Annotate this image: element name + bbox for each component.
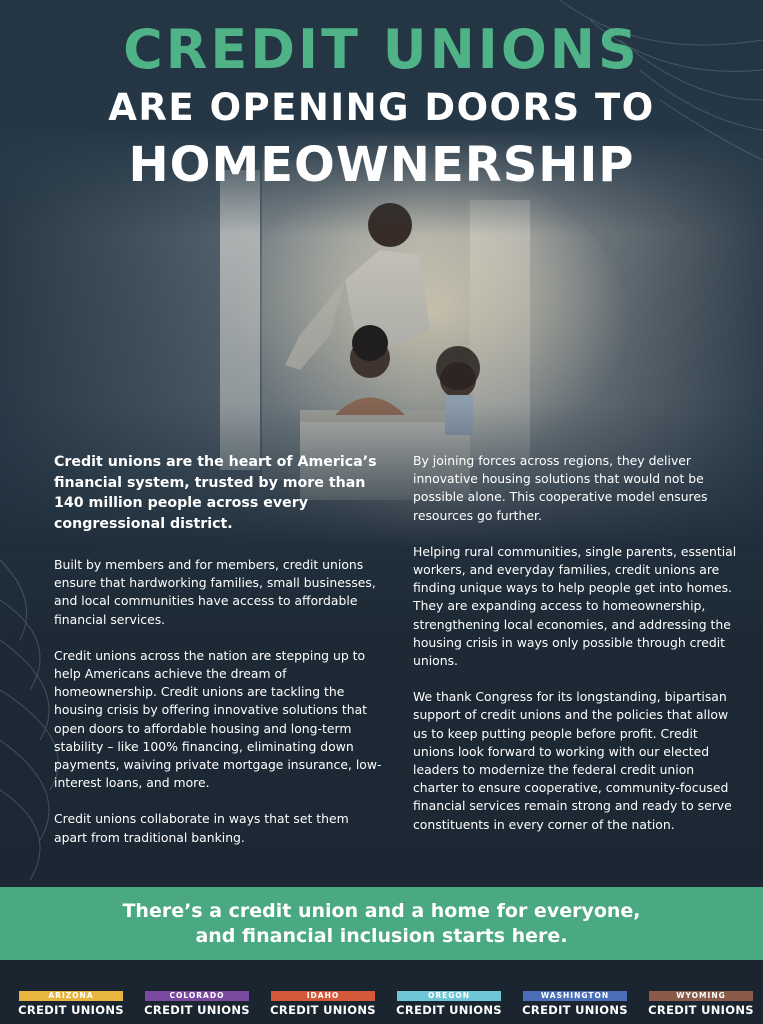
- logo-idaho: [267, 991, 379, 1018]
- body-paragraph: We thank Congress for its longstanding, bipartisan support of credit unions and the policies that allow us to keep putting people before profit. Credit unions look forward to working with our elected leaders to modernize the federal credit union charter to ensure cooperative, community-focused financial services remain strong and ready to serve constituents in every corner of the nation.: [413, 689, 732, 832]
- headline-line-3: HOMEOWNERSHIP: [128, 137, 635, 193]
- logo-label: CREDIT UNIONS: [648, 1003, 754, 1017]
- tagline-line-2: and financial inclusion starts here.: [195, 925, 568, 947]
- body-paragraph: Built by members and for members, credit unions ensure that hardworking families, small businesses, and local communities have access to affordable financial services.: [54, 557, 376, 627]
- logo-arizona: [15, 991, 127, 1018]
- logo-state-bar: COLORADO: [145, 991, 249, 1001]
- logo-state-bar: OREGON: [397, 991, 501, 1001]
- logo-state-bar: ARIZONA: [19, 991, 123, 1001]
- logo-oregon: [393, 991, 505, 1018]
- logo-label: CREDIT UNIONS: [270, 1003, 376, 1017]
- body-paragraph: By joining forces across regions, they deliver innovative housing solutions that would not be possible alone. This cooperative model ensures resources go further.: [413, 453, 708, 523]
- right-column: [413, 452, 738, 852]
- logo-wyoming: [645, 991, 757, 1018]
- body-paragraph: Credit unions across the nation are stepping up to help Americans achieve the dream of homeownership. Credit unions are tackling the housing crisis by offering innovative solutions that open doors to affordable housing and long-term stability – like 100% financing, eliminating down payments, waiving private mortgage insurance, low-interest loans, and more.: [54, 647, 382, 791]
- state-logos-row: [0, 960, 763, 1024]
- logo-colorado: [141, 991, 253, 1018]
- body-paragraph: Helping rural communities, single parents, essential workers, and everyday families, credit unions are finding unique ways to help people get into homes. They are expanding access to homeownership, strengthening local economies, and addressing the housing crisis in ways only possible through credit unions.: [413, 543, 737, 669]
- headline: [0, 18, 763, 196]
- logo-label: CREDIT UNIONS: [144, 1003, 250, 1017]
- body-paragraph: Credit unions collaborate in ways that set them apart from traditional banking.: [54, 811, 349, 845]
- logo-label: CREDIT UNIONS: [18, 1003, 124, 1017]
- tagline-banner: [0, 887, 763, 960]
- headline-line-2: ARE OPENING DOORS TO: [108, 86, 655, 129]
- logo-state-bar: WASHINGTON: [523, 991, 627, 1001]
- logo-state-bar: IDAHO: [271, 991, 375, 1001]
- logo-label: CREDIT UNIONS: [396, 1003, 502, 1017]
- lead-statement: Credit unions are the heart of America’s financial system, trusted by more than 140 million people across every congressional district.: [54, 454, 377, 532]
- logo-state-bar: WYOMING: [649, 991, 753, 1001]
- left-column: [54, 452, 384, 865]
- logo-label: CREDIT UNIONS: [522, 1003, 628, 1017]
- headline-line-1: CREDIT UNIONS: [123, 18, 640, 81]
- tagline-line-1: There’s a credit union and a home for everyone,: [122, 900, 641, 922]
- logo-washington: [519, 991, 631, 1018]
